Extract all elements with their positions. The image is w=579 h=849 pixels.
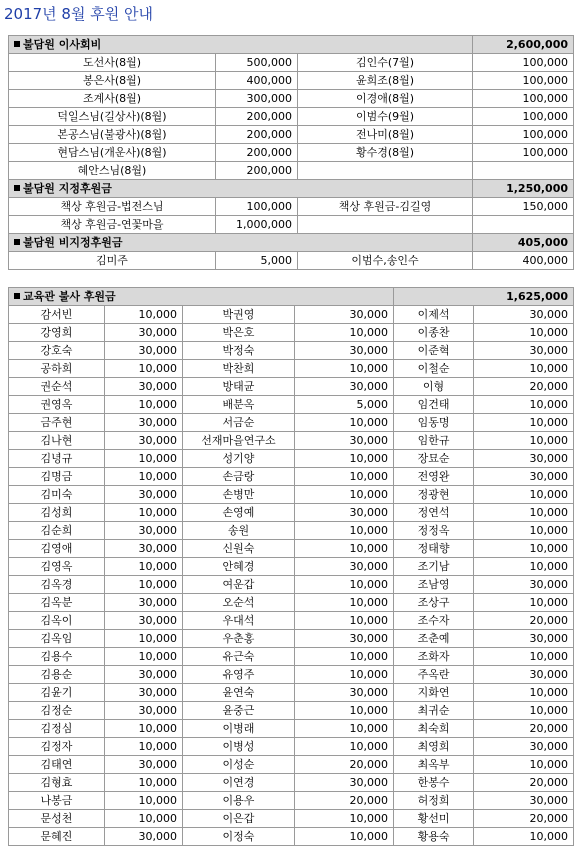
donor-name-cell: 권순석 <box>9 378 105 396</box>
amount-cell: 400,000 <box>216 72 298 90</box>
amount-cell: 30,000 <box>474 450 574 468</box>
amount-cell: 30,000 <box>105 540 183 558</box>
amount-cell <box>473 216 574 234</box>
amount-cell: 10,000 <box>474 504 574 522</box>
donor-name-cell: 금주현 <box>9 414 105 432</box>
donor-name-cell: 우춘홍 <box>183 630 295 648</box>
donor-name-cell: 김미숙 <box>9 486 105 504</box>
donor-name-cell: 이제석 <box>394 306 474 324</box>
table-row <box>9 702 574 720</box>
table-row <box>9 684 574 702</box>
amount-cell: 100,000 <box>473 126 574 144</box>
table-row <box>9 720 574 738</box>
amount-cell: 10,000 <box>474 648 574 666</box>
section-header-row <box>9 180 574 198</box>
amount-cell: 30,000 <box>295 378 394 396</box>
donor-name-cell: 주옥란 <box>394 666 474 684</box>
donor-name-cell: 윤연숙 <box>183 684 295 702</box>
donor-name-cell: 여운갑 <box>183 576 295 594</box>
amount-cell: 10,000 <box>105 306 183 324</box>
amount-cell: 20,000 <box>474 774 574 792</box>
donor-name-cell: 최귀순 <box>394 702 474 720</box>
amount-cell: 20,000 <box>474 378 574 396</box>
donor-name-cell: 정광현 <box>394 486 474 504</box>
amount-cell: 10,000 <box>474 396 574 414</box>
amount-cell: 10,000 <box>474 432 574 450</box>
donor-name-cell: 김영옥 <box>9 558 105 576</box>
donor-name-cell: 손병만 <box>183 486 295 504</box>
amount-cell: 30,000 <box>295 684 394 702</box>
amount-cell: 150,000 <box>473 198 574 216</box>
section-header-row <box>9 234 574 252</box>
donor-name-cell: 김용수 <box>9 648 105 666</box>
table-row <box>9 306 574 324</box>
amount-cell: 100,000 <box>473 72 574 90</box>
donor-name-cell: 손영예 <box>183 504 295 522</box>
amount-cell: 10,000 <box>105 360 183 378</box>
table-row <box>9 522 574 540</box>
amount-cell: 10,000 <box>295 648 394 666</box>
amount-cell: 20,000 <box>474 612 574 630</box>
amount-cell: 100,000 <box>473 144 574 162</box>
table-row <box>9 612 574 630</box>
amount-cell: 30,000 <box>474 342 574 360</box>
donor-name-cell: 김형효 <box>9 774 105 792</box>
amount-cell: 200,000 <box>216 144 298 162</box>
donor-name-cell: 강영희 <box>9 324 105 342</box>
amount-cell: 10,000 <box>105 648 183 666</box>
table-row <box>9 252 574 270</box>
amount-cell: 30,000 <box>474 666 574 684</box>
donor-name-cell: 김옥임 <box>9 630 105 648</box>
table-row <box>9 738 574 756</box>
donor-name-cell: 최옥부 <box>394 756 474 774</box>
amount-cell: 30,000 <box>474 576 574 594</box>
amount-cell: 10,000 <box>105 738 183 756</box>
amount-cell: 10,000 <box>105 792 183 810</box>
table-row <box>9 360 574 378</box>
table-row <box>9 90 574 108</box>
donor-name-cell: 김용순 <box>9 666 105 684</box>
donor-name-cell: 현담스님(개운사)(8월) <box>9 144 216 162</box>
amount-cell: 30,000 <box>105 828 183 846</box>
amount-cell: 30,000 <box>105 702 183 720</box>
donor-name-cell: 장묘순 <box>394 450 474 468</box>
amount-cell: 10,000 <box>474 594 574 612</box>
table-row <box>9 468 574 486</box>
amount-cell: 5,000 <box>295 396 394 414</box>
donor-name-cell: 이성순 <box>183 756 295 774</box>
amount-cell: 30,000 <box>474 792 574 810</box>
amount-cell: 10,000 <box>295 360 394 378</box>
amount-cell: 10,000 <box>295 702 394 720</box>
donor-name-cell: 임한규 <box>394 432 474 450</box>
amount-cell: 10,000 <box>295 594 394 612</box>
amount-cell: 10,000 <box>105 576 183 594</box>
amount-cell: 400,000 <box>473 252 574 270</box>
donor-name-cell: 황수경(8월) <box>298 144 473 162</box>
donor-name-cell: 본공스님(불광사)(8월) <box>9 126 216 144</box>
donor-name-cell: 책상 후원금-연꽃마을 <box>9 216 216 234</box>
monthly-donation-table <box>8 35 574 270</box>
donor-name-cell: 전나미(8월) <box>298 126 473 144</box>
donor-name-cell: 박정숙 <box>183 342 295 360</box>
donor-name-cell: 조상구 <box>394 594 474 612</box>
square-bullet-icon <box>14 41 20 47</box>
donor-name-cell: 윤희조(8월) <box>298 72 473 90</box>
table-row <box>9 774 574 792</box>
amount-cell: 10,000 <box>105 396 183 414</box>
amount-cell: 10,000 <box>474 486 574 504</box>
table-row <box>9 666 574 684</box>
donor-name-cell: 이용우 <box>183 792 295 810</box>
donor-name-cell: 지화연 <box>394 684 474 702</box>
donor-name-cell: 이형 <box>394 378 474 396</box>
amount-cell: 30,000 <box>295 504 394 522</box>
donor-name-cell: 황선미 <box>394 810 474 828</box>
table-row <box>9 630 574 648</box>
donor-name-cell: 김정자 <box>9 738 105 756</box>
amount-cell: 30,000 <box>105 414 183 432</box>
donor-name-cell: 김나현 <box>9 432 105 450</box>
donor-name-cell: 도선사(8월) <box>9 54 216 72</box>
donor-name-cell: 이경애(8월) <box>298 90 473 108</box>
amount-cell: 30,000 <box>295 432 394 450</box>
amount-cell: 10,000 <box>295 738 394 756</box>
education-hall-donation-table <box>8 287 574 846</box>
donor-name-cell <box>298 216 473 234</box>
amount-cell <box>473 162 574 180</box>
donor-name-cell: 최숙희 <box>394 720 474 738</box>
table-row <box>9 648 574 666</box>
amount-cell: 10,000 <box>105 558 183 576</box>
amount-cell: 30,000 <box>474 738 574 756</box>
donor-name-cell: 박찬희 <box>183 360 295 378</box>
donor-name-cell: 나봉금 <box>9 792 105 810</box>
table-row <box>9 54 574 72</box>
donor-name-cell: 오순석 <box>183 594 295 612</box>
amount-cell: 20,000 <box>295 792 394 810</box>
amount-cell: 30,000 <box>474 306 574 324</box>
amount-cell: 10,000 <box>105 810 183 828</box>
amount-cell: 200,000 <box>216 126 298 144</box>
amount-cell: 1,000,000 <box>216 216 298 234</box>
square-bullet-icon <box>14 293 20 299</box>
donor-name-cell: 이연경 <box>183 774 295 792</box>
amount-cell: 30,000 <box>105 684 183 702</box>
donor-name-cell: 김영애 <box>9 540 105 558</box>
table-row <box>9 378 574 396</box>
table-row <box>9 792 574 810</box>
page-title: 2017년 8월 후원 안내 <box>4 5 153 23</box>
donor-name-cell: 이정숙 <box>183 828 295 846</box>
amount-cell: 10,000 <box>474 414 574 432</box>
donor-name-cell: 정태향 <box>394 540 474 558</box>
table-row <box>9 432 574 450</box>
section-total: 405,000 <box>473 234 574 252</box>
amount-cell: 20,000 <box>474 720 574 738</box>
donor-name-cell: 이범수,송인수 <box>298 252 473 270</box>
section-total: 1,625,000 <box>394 288 574 306</box>
amount-cell: 200,000 <box>216 108 298 126</box>
donor-name-cell: 정연석 <box>394 504 474 522</box>
amount-cell: 30,000 <box>105 594 183 612</box>
amount-cell: 30,000 <box>474 630 574 648</box>
amount-cell: 30,000 <box>295 558 394 576</box>
donor-name-cell: 봉은사(8월) <box>9 72 216 90</box>
table-row <box>9 450 574 468</box>
donor-name-cell: 김명금 <box>9 468 105 486</box>
amount-cell: 10,000 <box>295 522 394 540</box>
amount-cell: 10,000 <box>105 450 183 468</box>
amount-cell: 10,000 <box>295 828 394 846</box>
donor-name-cell: 임동명 <box>394 414 474 432</box>
table-row <box>9 198 574 216</box>
donor-name-cell: 이철순 <box>394 360 474 378</box>
amount-cell: 500,000 <box>216 54 298 72</box>
amount-cell: 10,000 <box>295 450 394 468</box>
donor-name-cell: 임건태 <box>394 396 474 414</box>
table-row <box>9 396 574 414</box>
amount-cell: 20,000 <box>474 810 574 828</box>
amount-cell: 10,000 <box>105 630 183 648</box>
section-title: 불담원 비지정후원금 <box>9 234 473 252</box>
amount-cell: 10,000 <box>474 828 574 846</box>
donor-name-cell: 조계사(8월) <box>9 90 216 108</box>
amount-cell: 100,000 <box>473 54 574 72</box>
amount-cell: 30,000 <box>105 666 183 684</box>
amount-cell: 10,000 <box>474 540 574 558</box>
table-row <box>9 828 574 846</box>
donor-name-cell: 성기양 <box>183 450 295 468</box>
table-row <box>9 810 574 828</box>
amount-cell: 10,000 <box>474 360 574 378</box>
table-row <box>9 324 574 342</box>
donor-name-cell: 안혜경 <box>183 558 295 576</box>
amount-cell: 10,000 <box>295 324 394 342</box>
section-title: 교육관 불사 후원금 <box>9 288 394 306</box>
donor-name-cell: 문혜진 <box>9 828 105 846</box>
square-bullet-icon <box>14 185 20 191</box>
amount-cell: 10,000 <box>474 522 574 540</box>
amount-cell: 10,000 <box>295 666 394 684</box>
table-row <box>9 486 574 504</box>
amount-cell: 10,000 <box>295 414 394 432</box>
donor-name-cell: 방태균 <box>183 378 295 396</box>
donor-name-cell: 박권영 <box>183 306 295 324</box>
donor-name-cell: 혜안스님(8월) <box>9 162 216 180</box>
amount-cell: 30,000 <box>295 630 394 648</box>
amount-cell: 30,000 <box>295 774 394 792</box>
amount-cell: 10,000 <box>295 576 394 594</box>
donor-name-cell: 박은호 <box>183 324 295 342</box>
amount-cell: 30,000 <box>105 342 183 360</box>
amount-cell: 10,000 <box>295 612 394 630</box>
section-title: 불담원 지정후원금 <box>9 180 473 198</box>
donor-name-cell: 김순희 <box>9 522 105 540</box>
donor-name-cell: 공하희 <box>9 360 105 378</box>
amount-cell: 10,000 <box>295 720 394 738</box>
donor-name-cell: 조남영 <box>394 576 474 594</box>
amount-cell: 10,000 <box>295 810 394 828</box>
donor-name-cell: 이범수(9월) <box>298 108 473 126</box>
donor-name-cell: 조화자 <box>394 648 474 666</box>
amount-cell: 100,000 <box>473 90 574 108</box>
amount-cell: 10,000 <box>105 468 183 486</box>
donor-name-cell: 김녕규 <box>9 450 105 468</box>
donor-name-cell: 선재마을연구소 <box>183 432 295 450</box>
donor-name-cell: 유영주 <box>183 666 295 684</box>
amount-cell: 30,000 <box>105 612 183 630</box>
donor-name-cell: 김태연 <box>9 756 105 774</box>
amount-cell: 10,000 <box>474 756 574 774</box>
amount-cell: 30,000 <box>105 486 183 504</box>
section-header-row <box>9 288 574 306</box>
donor-name-cell: 김윤기 <box>9 684 105 702</box>
amount-cell: 300,000 <box>216 90 298 108</box>
table-row <box>9 342 574 360</box>
amount-cell: 30,000 <box>105 522 183 540</box>
donor-name-cell: 책상 후원금-김길영 <box>298 198 473 216</box>
amount-cell: 200,000 <box>216 162 298 180</box>
donor-name-cell: 손금랑 <box>183 468 295 486</box>
section-title: 불담원 이사회비 <box>9 36 473 54</box>
amount-cell: 10,000 <box>474 324 574 342</box>
amount-cell: 10,000 <box>105 720 183 738</box>
section-total: 2,600,000 <box>473 36 574 54</box>
table-row <box>9 216 574 234</box>
table-row <box>9 594 574 612</box>
amount-cell: 30,000 <box>295 342 394 360</box>
amount-cell: 10,000 <box>474 684 574 702</box>
donor-name-cell: 조수자 <box>394 612 474 630</box>
donor-name-cell: 송원 <box>183 522 295 540</box>
amount-cell: 10,000 <box>295 540 394 558</box>
donor-name-cell: 황용숙 <box>394 828 474 846</box>
donor-name-cell: 김인수(7월) <box>298 54 473 72</box>
donor-name-cell: 문성천 <box>9 810 105 828</box>
table-row <box>9 540 574 558</box>
amount-cell: 10,000 <box>295 468 394 486</box>
table-row <box>9 162 574 180</box>
amount-cell: 30,000 <box>105 756 183 774</box>
donor-name-cell: 덕일스님(길상사)(8월) <box>9 108 216 126</box>
table-row <box>9 504 574 522</box>
table-row <box>9 144 574 162</box>
donor-name-cell: 감서빈 <box>9 306 105 324</box>
donor-name-cell: 윤중근 <box>183 702 295 720</box>
donor-name-cell: 김성희 <box>9 504 105 522</box>
amount-cell: 10,000 <box>474 558 574 576</box>
table-row <box>9 108 574 126</box>
amount-cell: 30,000 <box>105 378 183 396</box>
table-row <box>9 756 574 774</box>
section-total: 1,250,000 <box>473 180 574 198</box>
table-row <box>9 414 574 432</box>
amount-cell: 30,000 <box>105 324 183 342</box>
table-row <box>9 558 574 576</box>
donor-name-cell: 배분옥 <box>183 396 295 414</box>
donor-name-cell: 신원숙 <box>183 540 295 558</box>
amount-cell: 30,000 <box>474 468 574 486</box>
donor-name-cell: 전영완 <box>394 468 474 486</box>
section-header-row <box>9 36 574 54</box>
amount-cell: 10,000 <box>105 774 183 792</box>
donor-name-cell: 이병래 <box>183 720 295 738</box>
donor-name-cell: 이종찬 <box>394 324 474 342</box>
amount-cell: 30,000 <box>295 306 394 324</box>
amount-cell: 5,000 <box>216 252 298 270</box>
amount-cell: 10,000 <box>105 504 183 522</box>
donor-name-cell: 조기남 <box>394 558 474 576</box>
donor-name-cell: 강호숙 <box>9 342 105 360</box>
table-row <box>9 72 574 90</box>
donor-name-cell: 서금순 <box>183 414 295 432</box>
donor-name-cell: 권영옥 <box>9 396 105 414</box>
donor-name-cell: 우대석 <box>183 612 295 630</box>
table-row <box>9 576 574 594</box>
amount-cell: 100,000 <box>473 108 574 126</box>
donor-name-cell: 이병성 <box>183 738 295 756</box>
donor-name-cell: 이은갑 <box>183 810 295 828</box>
donor-name-cell: 김옥분 <box>9 594 105 612</box>
donor-name-cell: 김미주 <box>9 252 216 270</box>
donor-name-cell: 허정희 <box>394 792 474 810</box>
donor-name-cell: 최영희 <box>394 738 474 756</box>
amount-cell: 100,000 <box>216 198 298 216</box>
table-row <box>9 126 574 144</box>
donor-name-cell: 김정순 <box>9 702 105 720</box>
amount-cell: 10,000 <box>474 702 574 720</box>
donor-name-cell: 책상 후원금-법전스님 <box>9 198 216 216</box>
square-bullet-icon <box>14 239 20 245</box>
amount-cell: 20,000 <box>295 756 394 774</box>
donor-name-cell: 김옥이 <box>9 612 105 630</box>
donor-name-cell <box>298 162 473 180</box>
donor-name-cell: 한봉수 <box>394 774 474 792</box>
donor-name-cell: 유근숙 <box>183 648 295 666</box>
donor-name-cell: 조춘예 <box>394 630 474 648</box>
amount-cell: 30,000 <box>105 432 183 450</box>
donor-name-cell: 이준혁 <box>394 342 474 360</box>
donor-name-cell: 김정심 <box>9 720 105 738</box>
donor-name-cell: 정정옥 <box>394 522 474 540</box>
amount-cell: 10,000 <box>295 486 394 504</box>
donor-name-cell: 김옥경 <box>9 576 105 594</box>
